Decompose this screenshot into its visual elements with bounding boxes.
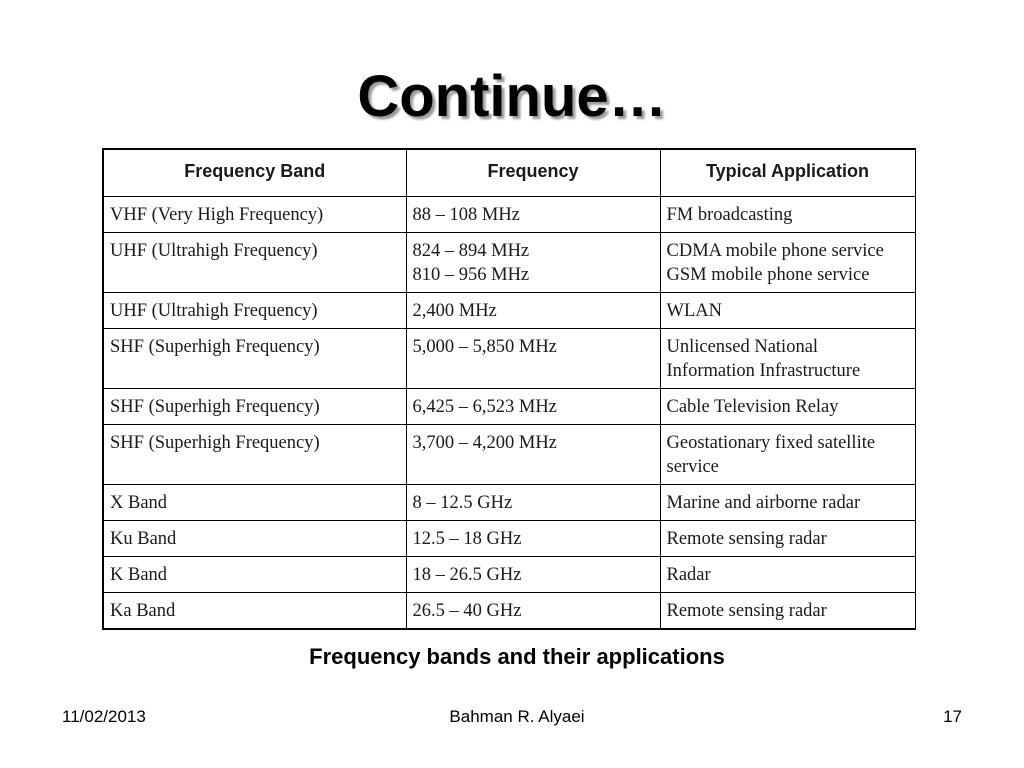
cell-application-line: GSM mobile phone service xyxy=(666,265,870,285)
cell-frequency xyxy=(406,485,660,521)
cell-frequency-line: 18 – 26.5 GHz xyxy=(412,565,522,585)
table-row xyxy=(103,293,915,329)
cell-band xyxy=(103,485,406,521)
frequency-table xyxy=(102,148,916,630)
cell-application xyxy=(660,521,915,557)
cell-application-line: CDMA mobile phone service xyxy=(666,241,884,261)
cell-band xyxy=(103,425,406,485)
cell-application xyxy=(660,557,915,593)
cell-band xyxy=(103,521,406,557)
cell-application xyxy=(660,197,915,233)
cell-band-line: UHF (Ultrahigh Frequency) xyxy=(110,301,318,321)
cell-application-line: Geostationary fixed satellite xyxy=(666,433,876,453)
cell-frequency xyxy=(406,293,660,329)
table-row xyxy=(103,329,915,389)
slide-title: Continue… xyxy=(357,64,667,129)
cell-frequency xyxy=(406,233,660,293)
cell-frequency xyxy=(406,557,660,593)
cell-application-line: WLAN xyxy=(666,301,722,321)
table-row xyxy=(103,425,915,485)
cell-application-line: FM broadcasting xyxy=(666,205,793,225)
cell-band-line: Ka Band xyxy=(110,601,176,621)
cell-application xyxy=(660,593,915,630)
cell-frequency-line: 2,400 MHz xyxy=(412,301,497,321)
cell-band-line: SHF (Superhigh Frequency) xyxy=(110,337,320,357)
cell-band-line: VHF (Very High Frequency) xyxy=(110,205,324,225)
cell-frequency-line: 26.5 – 40 GHz xyxy=(412,601,522,621)
footer-author: Bahman R. Alyaei xyxy=(449,707,585,726)
cell-frequency-line: 8 – 12.5 GHz xyxy=(412,493,513,513)
cell-band-line: SHF (Superhigh Frequency) xyxy=(110,397,320,417)
cell-frequency xyxy=(406,329,660,389)
cell-band xyxy=(103,329,406,389)
cell-application-line: Unlicensed National xyxy=(666,337,819,357)
table-row xyxy=(103,233,915,293)
cell-band xyxy=(103,593,406,630)
cell-application xyxy=(660,293,915,329)
column-header-band: Frequency Band xyxy=(103,149,406,197)
table-row xyxy=(103,557,915,593)
cell-application-line: Radar xyxy=(666,565,711,585)
cell-band xyxy=(103,197,406,233)
cell-band-line: Ku Band xyxy=(110,529,177,549)
footer-date: 11/02/2013 xyxy=(62,707,146,726)
cell-frequency-line: 88 – 108 MHz xyxy=(412,205,520,225)
table-row xyxy=(103,593,915,630)
table-row xyxy=(103,389,915,425)
cell-band xyxy=(103,389,406,425)
cell-frequency-line: 12.5 – 18 GHz xyxy=(412,529,522,549)
cell-application-line: Cable Television Relay xyxy=(666,397,839,417)
table-caption: Frequency bands and their applications xyxy=(309,644,725,669)
cell-frequency-line: 5,000 – 5,850 MHz xyxy=(412,337,557,357)
cell-application-line: Remote sensing radar xyxy=(666,601,827,621)
cell-frequency xyxy=(406,197,660,233)
cell-application xyxy=(660,425,915,485)
cell-application xyxy=(660,389,915,425)
cell-band-line: SHF (Superhigh Frequency) xyxy=(110,433,320,453)
cell-application xyxy=(660,233,915,293)
cell-application-line: Information Infrastructure xyxy=(666,361,861,381)
cell-band xyxy=(103,233,406,293)
cell-frequency-line: 6,425 – 6,523 MHz xyxy=(412,397,557,417)
cell-frequency-line: 824 – 894 MHz xyxy=(412,241,530,261)
cell-band xyxy=(103,557,406,593)
footer-page-number: 17 xyxy=(943,707,962,726)
cell-application-line: Remote sensing radar xyxy=(666,529,827,549)
table-body xyxy=(103,197,915,630)
column-header-frequency: Frequency xyxy=(406,149,660,197)
table-row xyxy=(103,521,915,557)
cell-application-line: service xyxy=(666,457,719,477)
cell-band-line: K Band xyxy=(110,565,168,585)
table-row xyxy=(103,485,915,521)
frequency-table-container xyxy=(102,148,914,630)
cell-frequency xyxy=(406,425,660,485)
column-header-application: Typical Application xyxy=(660,149,915,197)
cell-frequency xyxy=(406,389,660,425)
cell-frequency-line: 810 – 956 MHz xyxy=(412,265,530,285)
cell-application xyxy=(660,329,915,389)
cell-application-line: Marine and airborne radar xyxy=(666,493,861,513)
cell-band xyxy=(103,293,406,329)
cell-frequency xyxy=(406,593,660,630)
cell-application xyxy=(660,485,915,521)
cell-frequency-line: 3,700 – 4,200 MHz xyxy=(412,433,557,453)
cell-band-line: UHF (Ultrahigh Frequency) xyxy=(110,241,318,261)
table-header-row xyxy=(103,149,915,197)
table-row xyxy=(103,197,915,233)
cell-frequency xyxy=(406,521,660,557)
cell-band-line: X Band xyxy=(110,493,168,513)
